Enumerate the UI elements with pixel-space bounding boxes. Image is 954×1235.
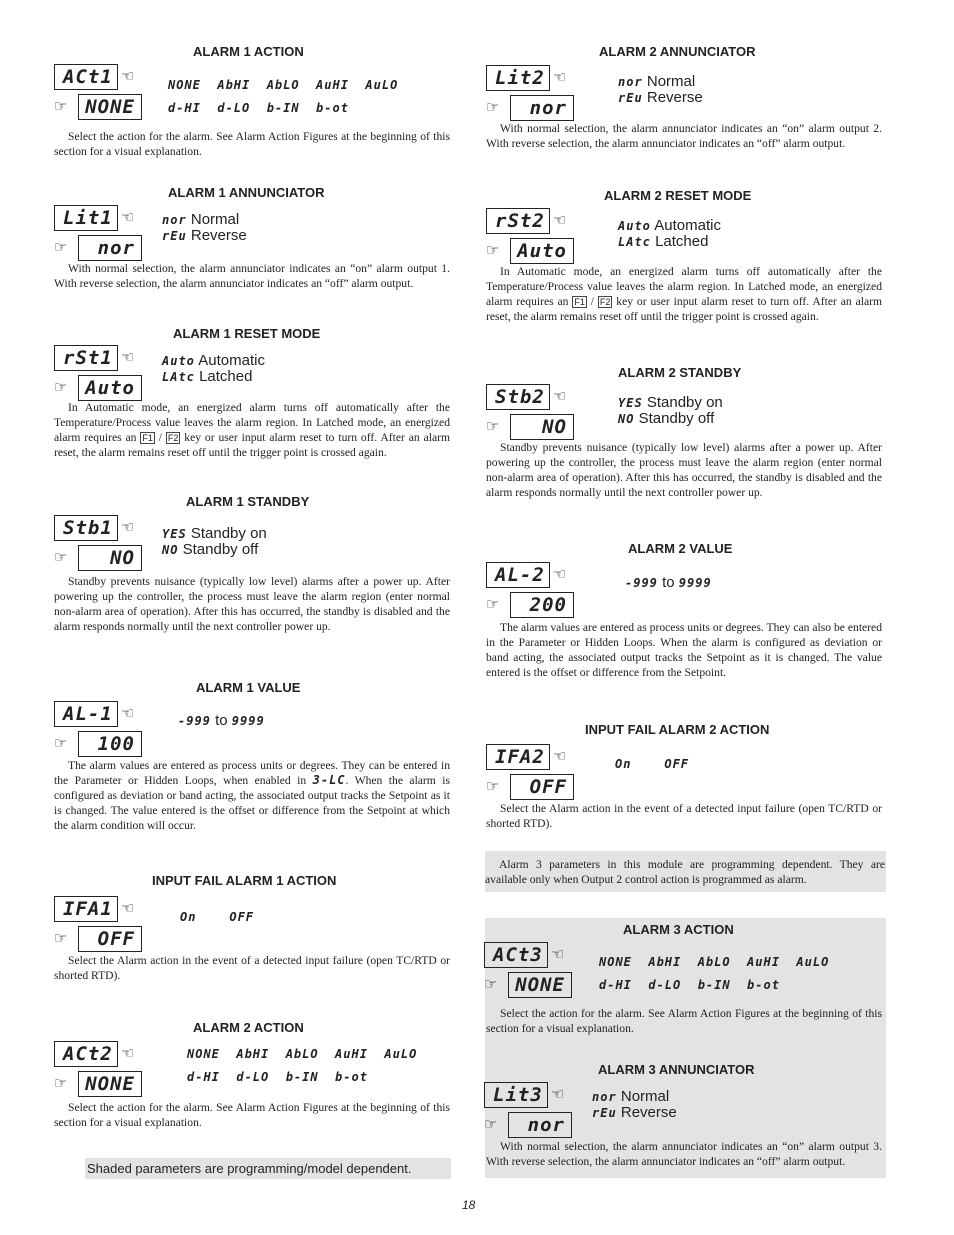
option-label: Automatic (654, 217, 721, 234)
option-code: nor (592, 1090, 617, 1104)
range-max: 9999 (678, 576, 712, 590)
pointing-hand-icon: ☜ (553, 387, 567, 405)
alarm2-value-display (486, 562, 578, 618)
pointing-hand-icon: ☞ (54, 929, 68, 947)
alarm1-annunciator-description: With normal selection, the alarm annunciator indicates an “on” alarm output 1. With reverse selection, the alarm annunciator indicates an “off” alarm output. (54, 262, 450, 290)
alarm2-reset-display (486, 208, 578, 264)
option-label: Reverse (646, 89, 703, 106)
display-bottom-value: 100 (78, 731, 142, 757)
alarm2-value-title: ALARM 2 VALUE (628, 541, 733, 556)
display-bottom-value: nor (508, 1112, 572, 1138)
option-code: rEu (618, 91, 643, 105)
alarm1-action-description: Select the action for the alarm. See Alarm Action Figures at the beginning of this section for a visual explanation. (54, 130, 450, 158)
display-top-value: IFA2 (486, 744, 550, 770)
f1-key-label: F1 (574, 297, 585, 307)
pointing-hand-icon: ☜ (553, 747, 567, 765)
option-list (618, 395, 723, 427)
option-label: Standby off (182, 541, 259, 558)
alarm1-reset-display (54, 345, 146, 401)
pointing-hand-icon: ☞ (486, 241, 500, 259)
pointing-hand-icon: ☜ (121, 518, 135, 536)
pointing-hand-icon: ☞ (486, 777, 500, 795)
pointing-hand-icon: ☞ (486, 98, 500, 116)
option-code: rEu (592, 1106, 617, 1120)
range-to-label: to (662, 574, 675, 591)
display-top-value: ACt1 (54, 64, 118, 90)
pointing-hand-icon: ☞ (54, 734, 68, 752)
body-text: key or user input alarm reset to turn off. After an alarm reset, the alarm remains reset off until the trigger point is crossed again. (54, 431, 450, 459)
body-text: . When the alarm is configured as deviation or band acting, the associated output tracks the Setpoint as it is changed. The value entered is the offset or difference from the Setpoint at which the alarm condition will occur. (54, 774, 450, 832)
body-code: 3-LC (312, 773, 346, 787)
option-code: Auto (162, 354, 195, 368)
display-bottom-value: 200 (510, 592, 574, 618)
option-list (162, 212, 247, 244)
display-bottom-value: nor (78, 235, 142, 261)
option-code: rEu (162, 229, 187, 243)
f2-key-label: F2 (167, 433, 179, 443)
alarm2-annunciator-title: ALARM 2 ANNUNCIATOR (599, 44, 756, 59)
pointing-hand-icon: ☜ (551, 945, 565, 963)
alarm3-note-box (485, 851, 886, 892)
alarm2-action-description: Select the action for the alarm. See Alarm Action Figures at the beginning of this section for a visual explanation. (54, 1101, 450, 1129)
alarm1-annunciator-title: ALARM 1 ANNUNCIATOR (168, 185, 325, 200)
option-code: YES (162, 527, 187, 541)
pointing-hand-icon: ☜ (553, 211, 567, 229)
pointing-hand-icon: ☞ (486, 417, 500, 435)
option-code: LAtc (162, 370, 195, 384)
body-text: In Automatic mode, an energized alarm turns off automatically after the Temperature/Process value leaves the alarm region. In Latched mode, an energized alarm requires an (486, 265, 882, 308)
range-max: 9999 (231, 714, 265, 728)
input-fail-codes: On OFF (180, 910, 255, 924)
option-label: Normal (646, 73, 696, 90)
pointing-hand-icon: ☞ (54, 548, 68, 566)
input-fail1-description: Select the Alarm action in the event of a detected input failure (open TC/RTD or shorted RTD). (54, 954, 450, 982)
shaded-note-text: Shaded parameters are programming/model dependent. (87, 1161, 412, 1176)
range-min: -999 (625, 576, 658, 590)
display-top-value: ACt2 (54, 1041, 118, 1067)
option-code: nor (618, 75, 643, 89)
option-code: nor (162, 213, 187, 227)
display-bottom-value: NONE (78, 1071, 142, 1097)
shaded-note-box (85, 1158, 451, 1179)
display-top-value: Lit1 (54, 205, 118, 231)
alarm2-reset-title: ALARM 2 RESET MODE (604, 188, 752, 203)
alarm3-action-description: Select the action for the alarm. See Alarm Action Figures at the beginning of this section for a visual explanation. (486, 1007, 882, 1035)
alarm3-action-display (484, 942, 576, 998)
input-fail2-description: Select the Alarm action in the event of a detected input failure (open TC/RTD or shorted RTD). (486, 802, 882, 830)
pointing-hand-icon: ☜ (553, 565, 567, 583)
body-text: In Automatic mode, an energized alarm turns off automatically after the Temperature/Process value leaves the alarm region. In Latched mode, an energized alarm requires an (54, 401, 450, 444)
body-text: The alarm values are entered as process units or degrees. They can be entered in the Parameter or Hidden Loops, when enabled in (54, 759, 450, 787)
page-number: 18 (462, 1198, 476, 1212)
display-top-value: Stb2 (486, 384, 550, 410)
option-code: NO (618, 412, 635, 426)
display-top-value: AL-2 (486, 562, 550, 588)
display-top-value: Lit3 (484, 1082, 548, 1108)
alarm3-action-title: ALARM 3 ACTION (623, 922, 734, 937)
option-code: NO (162, 543, 179, 557)
display-bottom-value: NONE (78, 94, 142, 120)
alarm1-standby-description: Standby prevents nuisance (typically low level) alarms after a power up. After powering up the controller, the process must leave the alarm region (enter normal non-alarm area of operation). After this has occurred, the standby is disabled and the alarm responds normally until the next controller power up. (54, 575, 450, 633)
pointing-hand-icon: ☞ (484, 1115, 498, 1133)
display-bottom-value: Auto (510, 238, 574, 264)
value-range (625, 575, 712, 591)
input-fail2-title: INPUT FAIL ALARM 2 ACTION (585, 722, 770, 737)
option-list (162, 353, 265, 385)
display-top-value: Lit2 (486, 65, 550, 91)
display-top-value: AL-1 (54, 701, 118, 727)
option-label: Latched (199, 368, 253, 385)
alarm3-annunciator-display (484, 1082, 576, 1138)
option-label: Normal (190, 211, 240, 228)
slash: / (590, 295, 594, 308)
pointing-hand-icon: ☞ (486, 595, 500, 613)
alarm1-value-description (54, 758, 450, 833)
option-list (592, 1089, 677, 1121)
display-bottom-value: nor (510, 95, 574, 121)
alarm2-standby-title: ALARM 2 STANDBY (618, 365, 742, 380)
alarm1-standby-title: ALARM 1 STANDBY (186, 494, 310, 509)
option-list (162, 526, 267, 558)
alarm1-action-title: ALARM 1 ACTION (193, 44, 304, 59)
pointing-hand-icon: ☜ (553, 68, 567, 86)
alarm1-value-display (54, 701, 146, 757)
pointing-hand-icon: ☜ (121, 1044, 135, 1062)
option-list (618, 218, 721, 250)
option-code: YES (618, 396, 643, 410)
alarm2-reset-description (486, 264, 882, 324)
option-label: Latched (655, 233, 709, 250)
display-top-value: Stb1 (54, 515, 118, 541)
option-label: Automatic (198, 352, 265, 369)
display-top-value: rSt2 (486, 208, 550, 234)
display-top-value: ACt3 (484, 942, 548, 968)
f1-key-label: F1 (142, 433, 153, 443)
pointing-hand-icon: ☜ (121, 704, 135, 722)
pointing-hand-icon: ☜ (121, 67, 135, 85)
display-bottom-value: OFF (78, 926, 142, 952)
body-text: key or user input alarm reset to turn off. After an alarm reset, the alarm remains reset off until the trigger point is crossed again. (486, 295, 882, 323)
option-label: Standby off (638, 410, 715, 427)
alarm1-value-title: ALARM 1 VALUE (196, 680, 301, 695)
pointing-hand-icon: ☞ (54, 97, 68, 115)
pointing-hand-icon: ☜ (551, 1085, 565, 1103)
option-label: Reverse (190, 227, 247, 244)
input-fail1-display (54, 896, 146, 952)
pointing-hand-icon: ☜ (121, 899, 135, 917)
display-bottom-value: Auto (78, 375, 142, 401)
pointing-hand-icon: ☞ (54, 378, 68, 396)
alarm2-action-display (54, 1041, 146, 1097)
action-codes-line1: NONE AbHI AbLO AuHI AuLO (168, 78, 399, 92)
value-range (178, 713, 265, 729)
pointing-hand-icon: ☞ (484, 975, 498, 993)
option-label: Standby on (190, 525, 267, 542)
alarm3-note-text: Alarm 3 parameters in this module are programming dependent. They are available only when Output 2 control action is programmed as alarm. (485, 858, 885, 886)
range-min: -999 (178, 714, 211, 728)
action-codes-line2: d-HI d-LO b-IN b-ot (187, 1070, 368, 1084)
input-fail-codes: On OFF (615, 757, 690, 771)
display-bottom-value: NO (78, 545, 142, 571)
pointing-hand-icon: ☜ (121, 348, 135, 366)
slash: / (158, 431, 162, 444)
display-bottom-value: NO (510, 414, 574, 440)
alarm1-reset-title: ALARM 1 RESET MODE (173, 326, 321, 341)
input-fail2-display (486, 744, 578, 800)
option-code: Auto (618, 219, 651, 233)
alarm2-annunciator-display (486, 65, 578, 121)
f2-key-label: F2 (599, 297, 611, 307)
action-codes-line2: d-HI d-LO b-IN b-ot (168, 101, 349, 115)
display-bottom-value: OFF (510, 774, 574, 800)
display-bottom-value: NONE (508, 972, 572, 998)
alarm2-annunciator-description: With normal selection, the alarm annunciator indicates an “on” alarm output 2. With reverse selection, the alarm annunciator indicates an “off” alarm output. (486, 122, 882, 150)
alarm1-action-display (54, 64, 146, 120)
pointing-hand-icon: ☞ (54, 1074, 68, 1092)
pointing-hand-icon: ☜ (121, 208, 135, 226)
action-codes-line1: NONE AbHI AbLO AuHI AuLO (599, 955, 830, 969)
action-codes-line2: d-HI d-LO b-IN b-ot (599, 978, 780, 992)
alarm1-reset-description (54, 400, 450, 460)
alarm3-annunciator-description: With normal selection, the alarm annunciator indicates an “on” alarm output 3. With reverse selection, the alarm annunciator indicates an “off” alarm output. (486, 1140, 882, 1168)
range-to-label: to (215, 712, 228, 729)
option-code: LAtc (618, 235, 651, 249)
option-label: Standby on (646, 394, 723, 411)
alarm2-standby-description: Standby prevents nuisance (typically low level) alarms after a power up. After powering up the controller, the process must leave the alarm region (enter normal non-alarm area of operation). After this has occurred, the standby is disabled and the alarm responds normally until the next controller power up. (486, 441, 882, 499)
alarm3-annunciator-title: ALARM 3 ANNUNCIATOR (598, 1062, 755, 1077)
input-fail1-title: INPUT FAIL ALARM 1 ACTION (152, 873, 337, 888)
alarm2-action-title: ALARM 2 ACTION (193, 1020, 304, 1035)
alarm1-annunciator-display (54, 205, 146, 261)
alarm1-standby-display (54, 515, 146, 571)
display-top-value: IFA1 (54, 896, 118, 922)
alarm2-value-description: The alarm values are entered as process units or degrees. They can also be entered in the Parameter or Hidden Loops. When the alarm is configured as deviation or band acting, the associated output tracks the Setpoint as it is changed. The value entered is the offset or difference from the Setpoint. (486, 621, 882, 679)
action-codes-line1: NONE AbHI AbLO AuHI AuLO (187, 1047, 418, 1061)
pointing-hand-icon: ☞ (54, 238, 68, 256)
option-label: Reverse (620, 1104, 677, 1121)
option-label: Normal (620, 1088, 670, 1105)
display-top-value: rSt1 (54, 345, 118, 371)
alarm2-standby-display (486, 384, 578, 440)
option-list (618, 74, 703, 106)
